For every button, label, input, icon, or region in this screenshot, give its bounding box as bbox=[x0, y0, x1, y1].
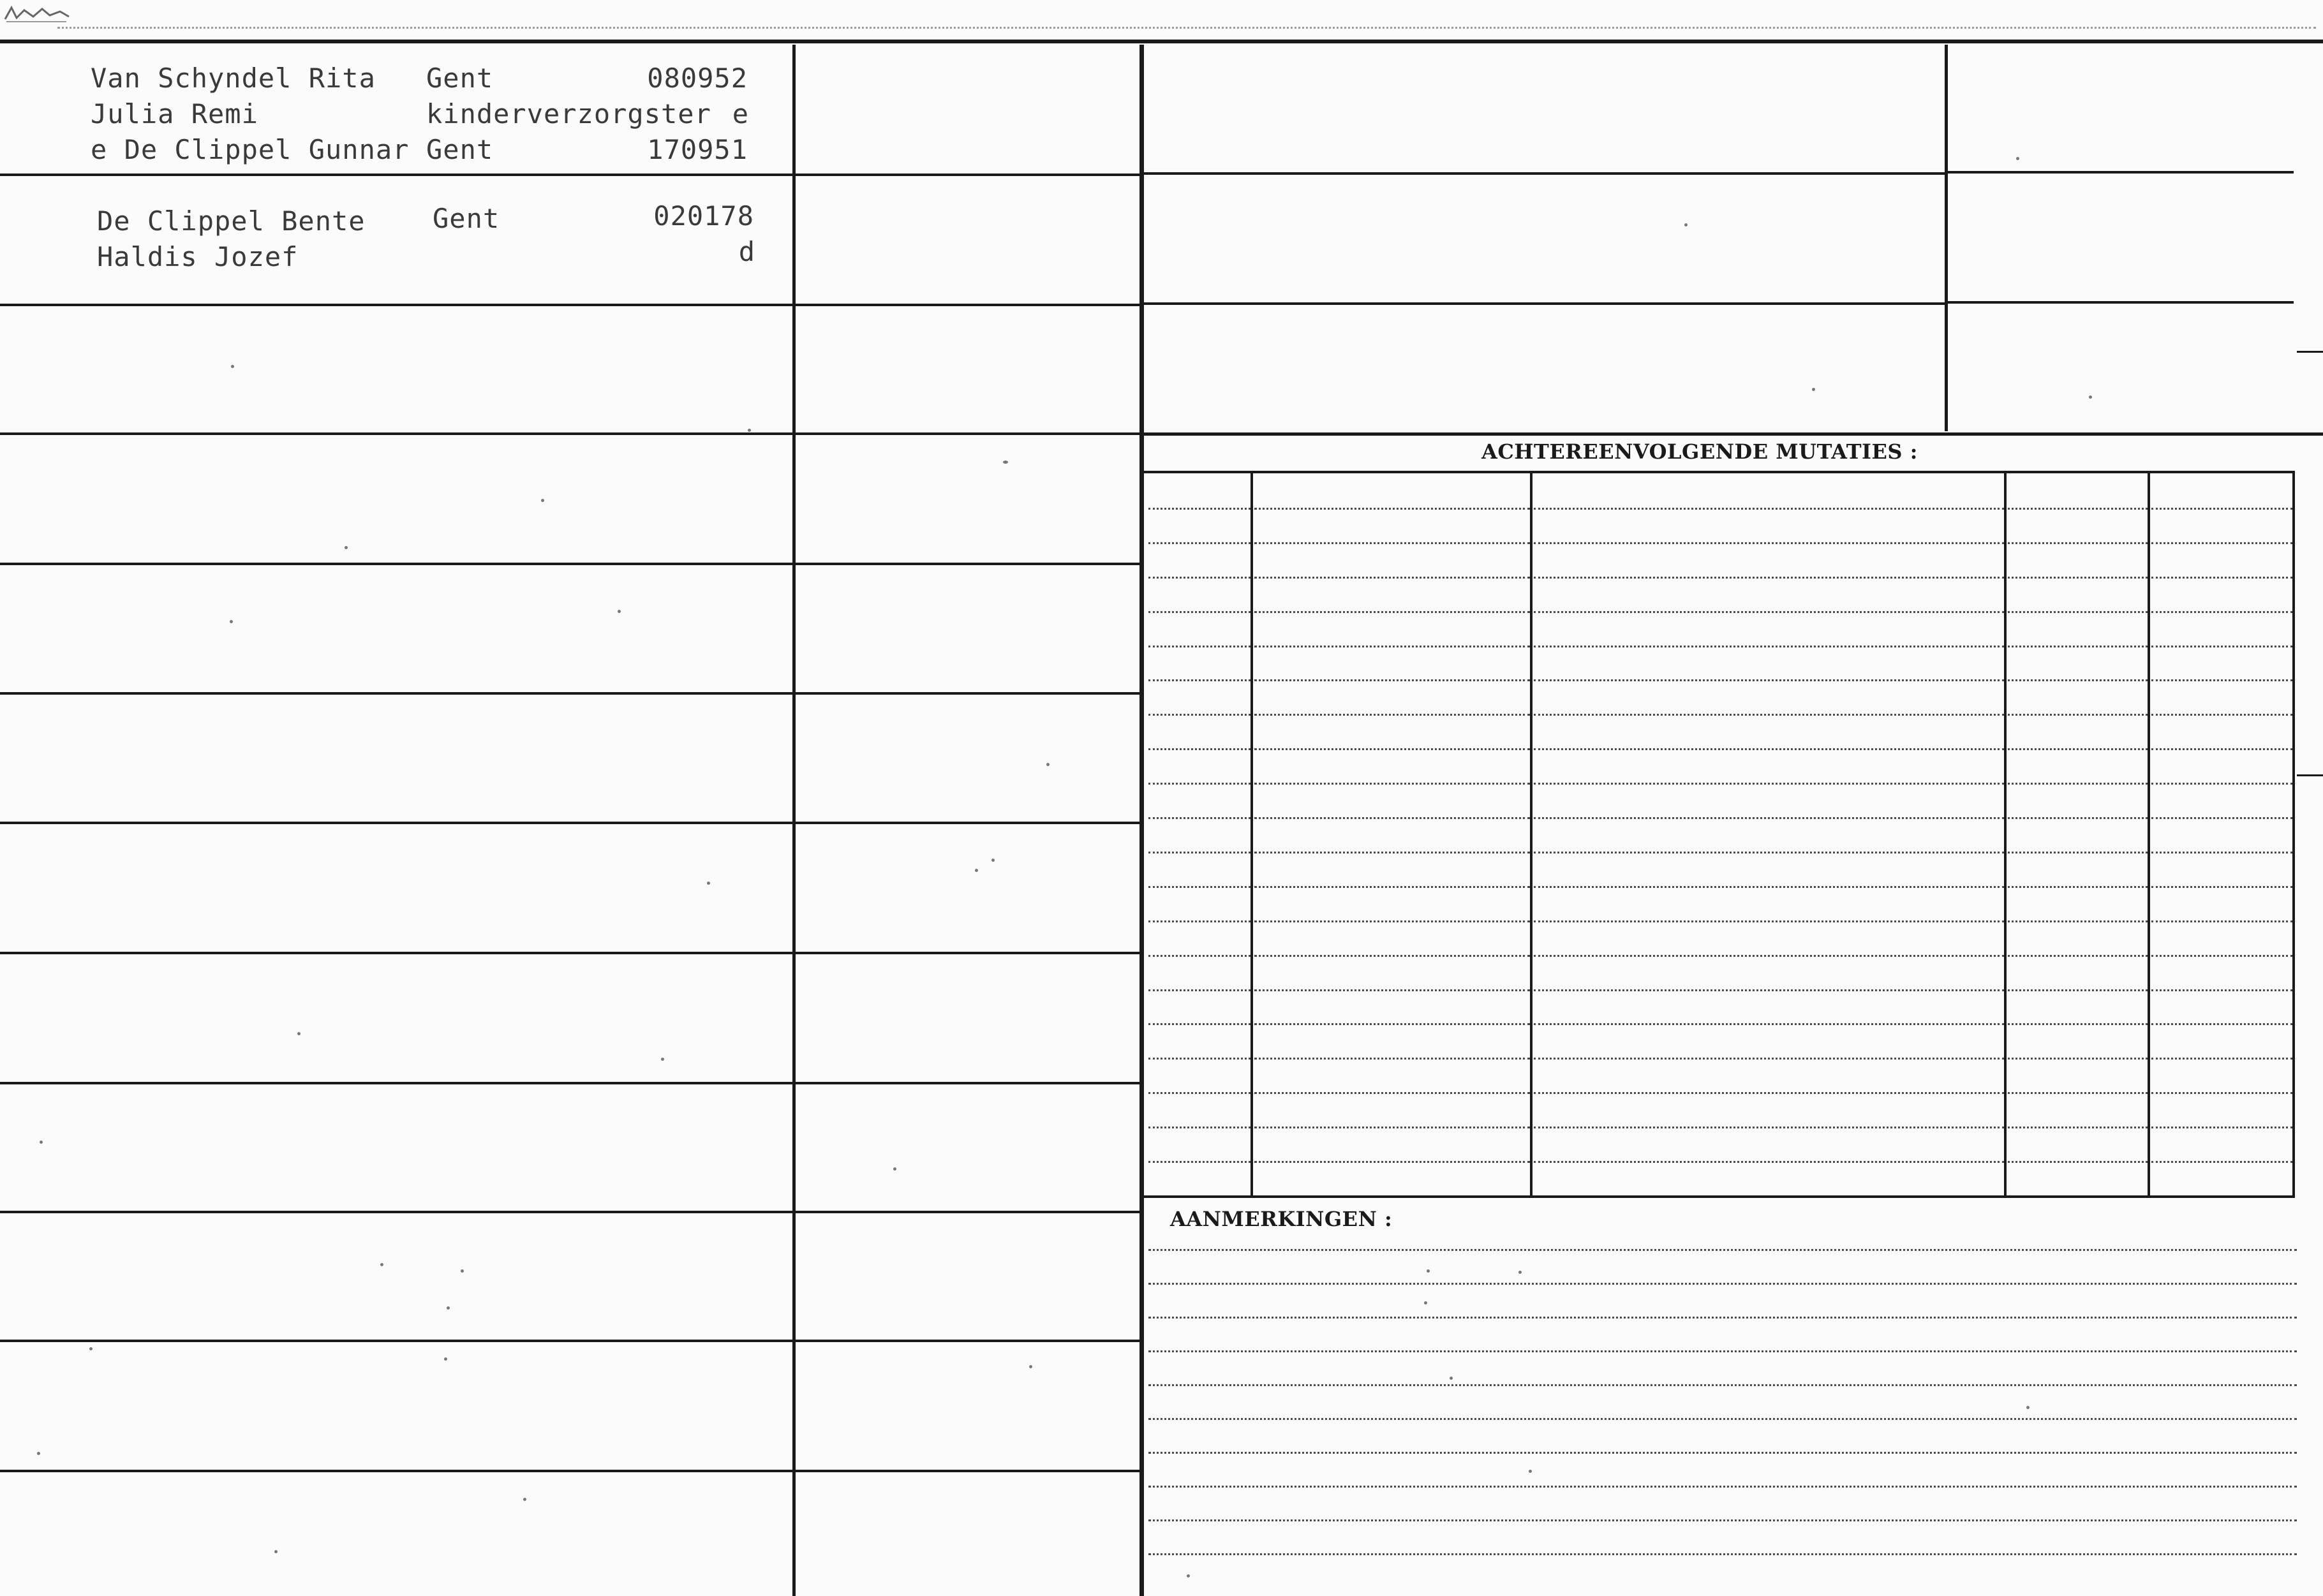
mutation-row-line bbox=[1148, 508, 1251, 510]
remark-line bbox=[1148, 1384, 2297, 1386]
mutations-heading: ACHTEREENVOLGENDE MUTATIES : bbox=[1476, 441, 1923, 462]
mutation-row-line bbox=[1534, 508, 2004, 510]
mutation-row-line bbox=[2151, 508, 2292, 510]
mutation-row-line bbox=[2008, 886, 2148, 888]
mutation-row-line bbox=[1148, 714, 1251, 716]
mutation-row-line bbox=[2008, 989, 2148, 991]
mutation-row-line bbox=[1148, 577, 1251, 579]
entry-code: 080952 bbox=[647, 63, 748, 94]
mutation-row-line bbox=[1534, 989, 2004, 991]
mutation-row-line bbox=[2151, 577, 2292, 579]
mutation-row-line bbox=[2008, 679, 2148, 681]
remark-line bbox=[1148, 1317, 2297, 1319]
mutation-row-line bbox=[2008, 714, 2148, 716]
mutation-row-line bbox=[1148, 542, 1251, 544]
mutation-row-line bbox=[1148, 1092, 1251, 1094]
mutation-row-line bbox=[1534, 679, 2004, 681]
mutation-row-line bbox=[1148, 1023, 1251, 1025]
mutation-row-line bbox=[1534, 611, 2004, 613]
mutation-row-line bbox=[1254, 577, 1530, 579]
mutation-row-line bbox=[1254, 646, 1530, 647]
entry-code: 170951 bbox=[647, 134, 748, 165]
mutation-row-line bbox=[2151, 1092, 2292, 1094]
mutation-row-line bbox=[1148, 920, 1251, 922]
remark-line bbox=[1148, 1350, 2297, 1352]
mutation-row-line bbox=[1534, 817, 2004, 819]
mutation-row-line bbox=[1148, 783, 1251, 785]
mutation-row-line bbox=[2151, 852, 2292, 853]
mutation-row-line bbox=[1148, 989, 1251, 991]
mutation-row-line bbox=[2008, 611, 2148, 613]
mutation-row-line bbox=[2151, 748, 2292, 750]
mutation-row-line bbox=[2151, 1161, 2292, 1163]
entry-name: Haldis Jozef bbox=[97, 241, 299, 272]
mutation-row-line bbox=[1254, 714, 1530, 716]
entry-place: kinderverzorgster bbox=[426, 98, 711, 129]
scan-corner-mark bbox=[3, 1, 73, 23]
mutation-row-line bbox=[1534, 1023, 2004, 1025]
mutation-row-line bbox=[1148, 852, 1251, 853]
mutation-row-line bbox=[2008, 508, 2148, 510]
mutation-row-line bbox=[2008, 817, 2148, 819]
mutation-row-line bbox=[1534, 955, 2004, 957]
remark-line bbox=[1148, 1553, 2297, 1555]
mutation-row-line bbox=[1254, 1023, 1530, 1025]
entry-name: e De Clippel Gunnar bbox=[91, 134, 410, 165]
mutation-row-line bbox=[1534, 714, 2004, 716]
mutation-row-line bbox=[1254, 1161, 1530, 1163]
mutation-row-line bbox=[1534, 542, 2004, 544]
mutation-row-line bbox=[1534, 920, 2004, 922]
entry-name: Van Schyndel Rita bbox=[91, 63, 376, 94]
mutation-row-line bbox=[1534, 1058, 2004, 1060]
mutation-row-line bbox=[2151, 955, 2292, 957]
mutation-row-line bbox=[2008, 577, 2148, 579]
entry-code: e bbox=[732, 98, 749, 129]
mutation-row-line bbox=[2151, 920, 2292, 922]
mutation-row-line bbox=[1148, 1058, 1251, 1060]
mutation-row-line bbox=[2008, 748, 2148, 750]
mutation-row-line bbox=[2151, 817, 2292, 819]
mutation-row-line bbox=[2008, 1023, 2148, 1025]
mutation-row-line bbox=[1148, 1127, 1251, 1128]
mutation-row-line bbox=[2151, 783, 2292, 785]
mutation-row-line bbox=[1534, 1092, 2004, 1094]
mutation-row-line bbox=[1254, 542, 1530, 544]
mutation-row-line bbox=[1254, 611, 1530, 613]
mutation-row-line bbox=[1254, 852, 1530, 853]
mutation-row-line bbox=[2151, 714, 2292, 716]
mutation-row-line bbox=[2008, 1127, 2148, 1128]
mutation-row-line bbox=[1254, 748, 1530, 750]
mutation-row-line bbox=[1534, 748, 2004, 750]
mutation-row-line bbox=[1254, 886, 1530, 888]
remark-line bbox=[1148, 1418, 2297, 1420]
mutation-row-line bbox=[2151, 646, 2292, 647]
remark-line bbox=[1148, 1486, 2297, 1488]
mutation-row-line bbox=[2151, 1127, 2292, 1128]
mutation-row-line bbox=[2008, 1058, 2148, 1060]
mutation-row-line bbox=[1148, 955, 1251, 957]
entry-place: Gent bbox=[426, 63, 494, 94]
mutation-row-line bbox=[1254, 1092, 1530, 1094]
mutation-row-line bbox=[1254, 817, 1530, 819]
mutation-row-line bbox=[2151, 1023, 2292, 1025]
remarks-heading: AANMERKINGEN : bbox=[1170, 1207, 1393, 1231]
mutation-row-line bbox=[1148, 679, 1251, 681]
mutation-row-line bbox=[1148, 611, 1251, 613]
entry-code: 020178 bbox=[653, 200, 754, 232]
entry-place: Gent bbox=[433, 203, 500, 234]
mutation-row-line bbox=[1534, 852, 2004, 853]
remark-line bbox=[1148, 1249, 2297, 1251]
mutation-row-line bbox=[2008, 542, 2148, 544]
left-column-divider bbox=[792, 45, 796, 1596]
mutation-row-line bbox=[1534, 783, 2004, 785]
mutation-row-line bbox=[1148, 1161, 1251, 1163]
mutation-row-line bbox=[2008, 646, 2148, 647]
remark-line bbox=[1148, 1283, 2297, 1285]
entry-code: d bbox=[738, 236, 755, 267]
mutation-row-line bbox=[1254, 1058, 1530, 1060]
mutation-row-line bbox=[1534, 1127, 2004, 1128]
entry-name: De Clippel Bente bbox=[97, 205, 366, 237]
mutation-row-line bbox=[2008, 783, 2148, 785]
mutation-row-line bbox=[2151, 1058, 2292, 1060]
mutation-row-line bbox=[1254, 1127, 1530, 1128]
mutation-row-line bbox=[1254, 989, 1530, 991]
mutation-row-line bbox=[1534, 646, 2004, 647]
mutation-row-line bbox=[2008, 920, 2148, 922]
remark-line bbox=[1148, 1519, 2297, 1521]
mutation-row-line bbox=[2008, 955, 2148, 957]
center-heavy-divider bbox=[1139, 45, 1144, 1596]
mutation-row-line bbox=[2151, 611, 2292, 613]
mutation-row-line bbox=[1254, 679, 1530, 681]
mutation-row-line bbox=[1254, 783, 1530, 785]
mutation-row-line bbox=[1148, 817, 1251, 819]
mutation-row-line bbox=[2008, 1161, 2148, 1163]
mutation-row-line bbox=[1254, 955, 1530, 957]
mutation-row-line bbox=[1254, 508, 1530, 510]
mutation-row-line bbox=[2151, 679, 2292, 681]
mutation-row-line bbox=[2151, 542, 2292, 544]
mutation-row-line bbox=[1148, 748, 1251, 750]
remark-line bbox=[1148, 1452, 2297, 1454]
mutation-row-line bbox=[1148, 886, 1251, 888]
mutation-row-line bbox=[1254, 920, 1530, 922]
mutation-row-line bbox=[2008, 852, 2148, 853]
mutation-row-line bbox=[2151, 989, 2292, 991]
top-faint-rule bbox=[57, 27, 2316, 29]
mutation-row-line bbox=[1534, 577, 2004, 579]
mutation-row-line bbox=[1148, 646, 1251, 647]
entry-name: Julia Remi bbox=[91, 98, 258, 129]
mutation-row-line bbox=[1534, 886, 2004, 888]
mutation-row-line bbox=[1534, 1161, 2004, 1163]
mutation-row-line bbox=[2151, 886, 2292, 888]
mutation-row-line bbox=[2008, 1092, 2148, 1094]
entry-place: Gent bbox=[426, 134, 494, 165]
top-border-rule bbox=[0, 40, 2323, 43]
